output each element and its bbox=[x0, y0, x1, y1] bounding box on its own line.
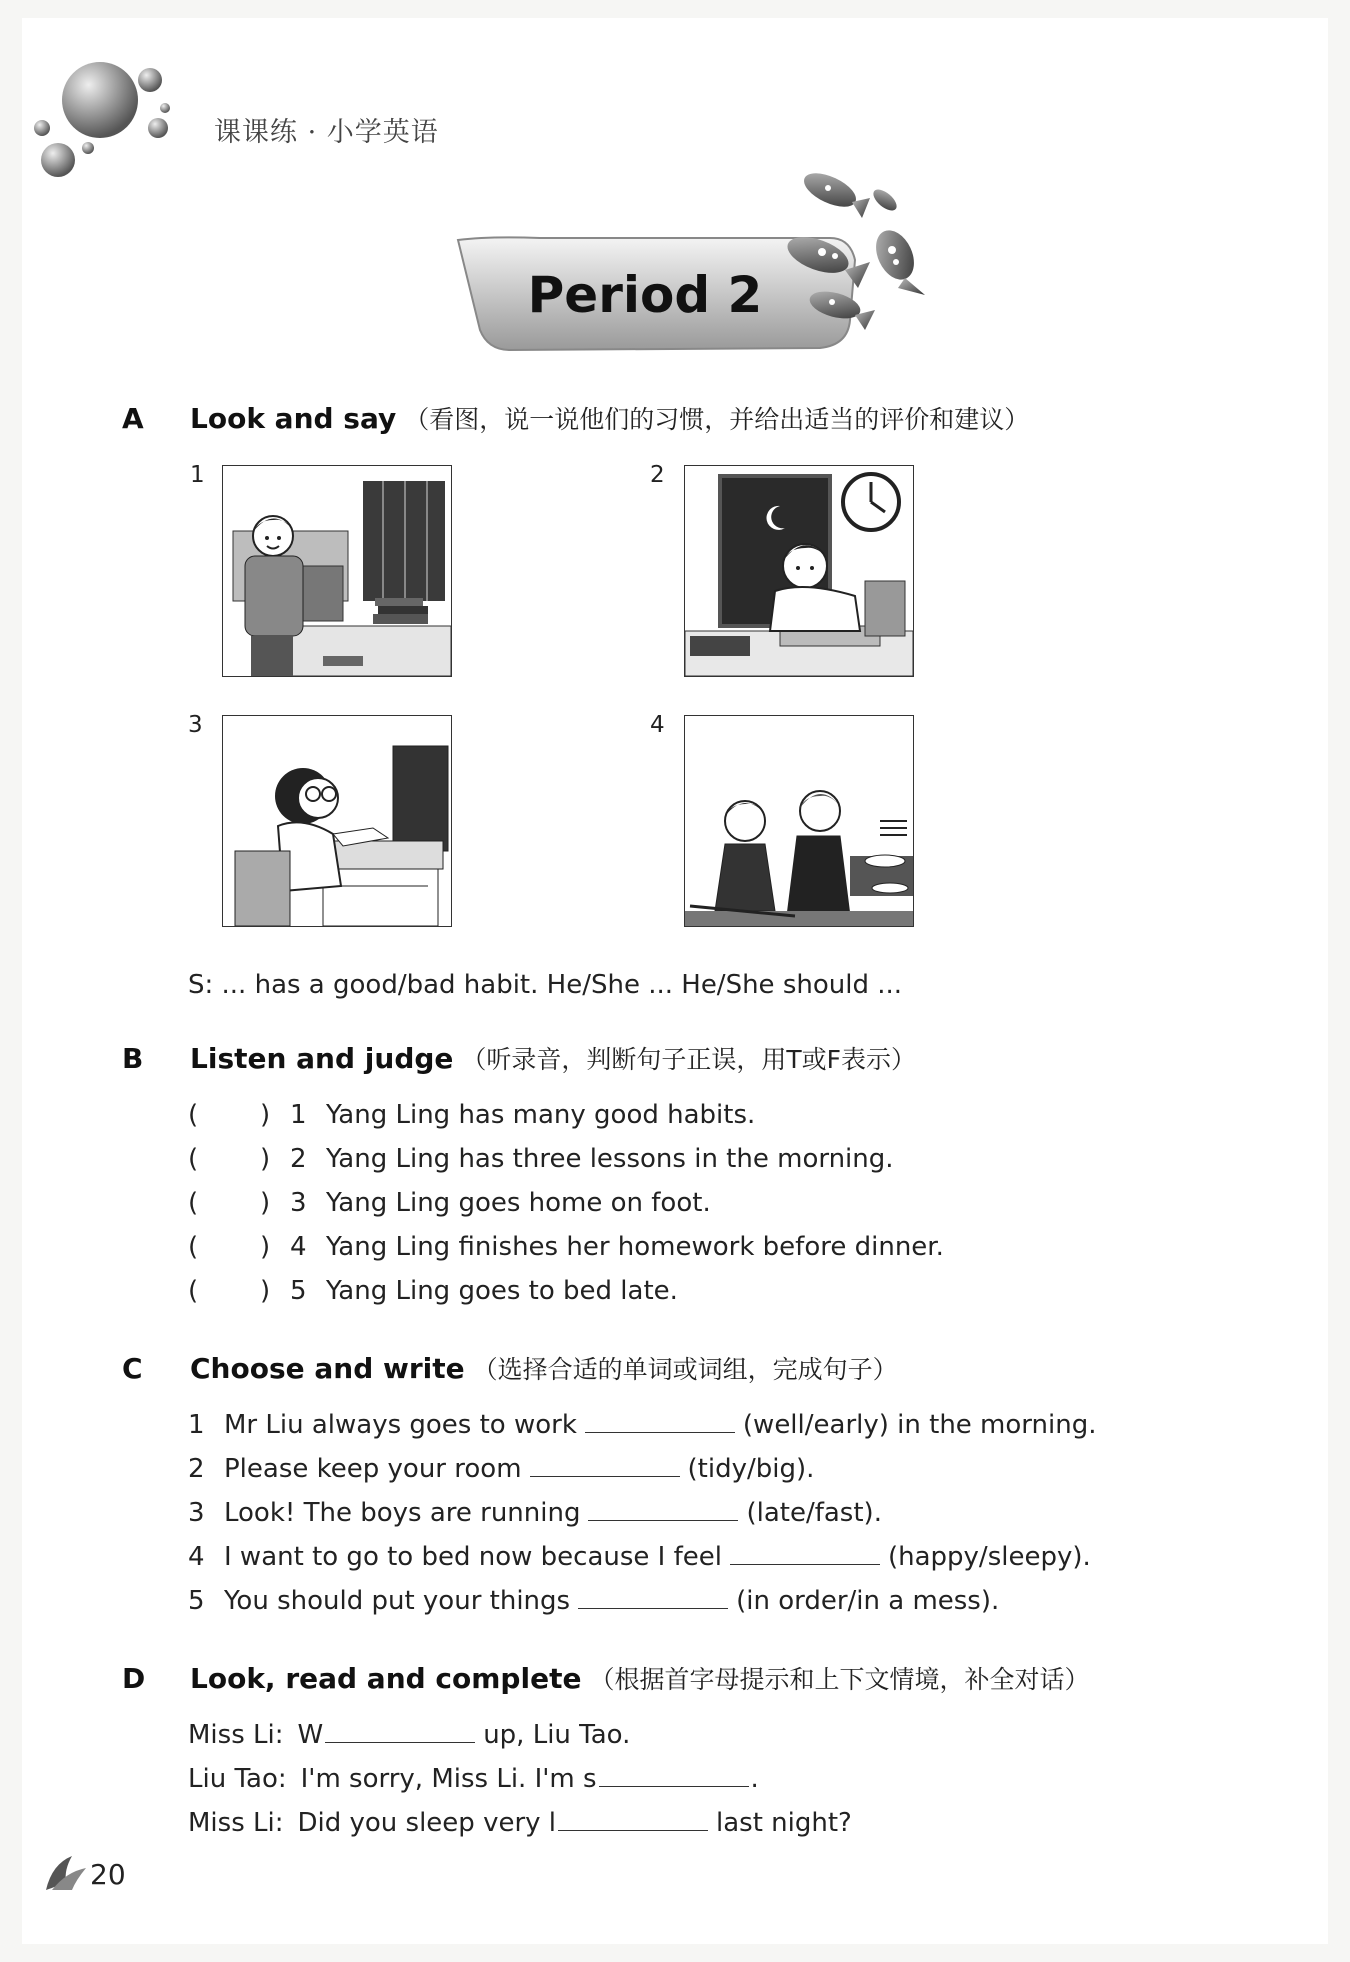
item-text: Yang Ling goes home on foot. bbox=[326, 1188, 711, 1218]
banner-ribbon-icon bbox=[450, 170, 950, 360]
girl-reading-at-desk-picture bbox=[222, 715, 452, 927]
item-text-after: (late/fast). bbox=[746, 1498, 882, 1528]
answer-blank[interactable] bbox=[588, 1519, 738, 1521]
choose-item bbox=[188, 1454, 814, 1484]
answer-paren-open[interactable]: ( bbox=[188, 1188, 199, 1218]
period-title: Period 2 bbox=[527, 266, 763, 324]
item-number: 5 bbox=[188, 1586, 205, 1616]
boy-tidy-desk-picture bbox=[222, 465, 452, 677]
item-text-before: Mr Liu always goes to work bbox=[224, 1410, 577, 1440]
item-text-after: (in order/in a mess). bbox=[736, 1586, 1000, 1616]
judge-item bbox=[188, 1100, 755, 1130]
picture-number: 4 bbox=[650, 712, 665, 738]
answer-blank[interactable] bbox=[578, 1607, 728, 1609]
answer-paren-close: ) bbox=[260, 1188, 271, 1218]
choose-item bbox=[188, 1586, 999, 1616]
answer-paren-open[interactable]: ( bbox=[188, 1144, 199, 1174]
answer-blank[interactable] bbox=[730, 1563, 880, 1565]
item-text-before: Please keep your room bbox=[224, 1454, 522, 1484]
answer-blank[interactable] bbox=[558, 1829, 708, 1831]
line-text-after: up, Liu Tao. bbox=[483, 1720, 631, 1750]
answer-paren-close: ) bbox=[260, 1144, 271, 1174]
answer-blank[interactable] bbox=[599, 1785, 749, 1787]
judge-item bbox=[188, 1188, 711, 1218]
section-d-heading bbox=[122, 1660, 1089, 1696]
choose-item bbox=[188, 1498, 882, 1528]
answer-paren-open[interactable]: ( bbox=[188, 1276, 199, 1306]
picture-number: 2 bbox=[650, 462, 665, 488]
item-number: 4 bbox=[290, 1232, 307, 1262]
item-number: 3 bbox=[290, 1188, 307, 1218]
item-text-after: (tidy/big). bbox=[687, 1454, 815, 1484]
item-text: Yang Ling goes to bed late. bbox=[326, 1276, 678, 1306]
picture-number: 3 bbox=[188, 712, 203, 738]
page-number: 20 bbox=[90, 1858, 126, 1891]
speaker: Miss Li: bbox=[188, 1808, 284, 1838]
section-letter: B bbox=[122, 1042, 144, 1075]
item-number: 4 bbox=[188, 1542, 205, 1572]
item-number: 1 bbox=[188, 1410, 205, 1440]
answer-blank[interactable] bbox=[530, 1475, 680, 1477]
section-letter: D bbox=[122, 1662, 146, 1695]
line-text-before: W bbox=[297, 1720, 324, 1750]
item-text-after: (well/early) in the morning. bbox=[742, 1410, 1097, 1440]
section-title: Listen and judge bbox=[190, 1042, 454, 1075]
bubbles-decoration-icon bbox=[30, 50, 180, 190]
judge-item bbox=[188, 1232, 944, 1262]
item-text-before: You should put your things bbox=[224, 1586, 571, 1616]
answer-paren-close: ) bbox=[260, 1276, 271, 1306]
dialogue-line bbox=[188, 1720, 630, 1750]
dialogue-line bbox=[188, 1764, 759, 1794]
section-letter: C bbox=[122, 1352, 143, 1385]
speaker: Miss Li: bbox=[188, 1720, 284, 1750]
answer-blank[interactable] bbox=[325, 1741, 475, 1743]
boy-homework-at-night-picture bbox=[684, 465, 914, 677]
line-text-after: . bbox=[750, 1764, 759, 1794]
item-text-before: I want to go to bed now because I feel bbox=[224, 1542, 722, 1572]
section-title: Look and say bbox=[190, 402, 397, 435]
answer-paren-open[interactable]: ( bbox=[188, 1100, 199, 1130]
section-letter: A bbox=[122, 402, 144, 435]
dialogue-line bbox=[188, 1808, 852, 1838]
choose-item bbox=[188, 1542, 1091, 1572]
item-number: 2 bbox=[188, 1454, 205, 1484]
item-text-after: (happy/sleepy). bbox=[887, 1542, 1091, 1572]
item-number: 5 bbox=[290, 1276, 307, 1306]
item-number: 3 bbox=[188, 1498, 205, 1528]
judge-item bbox=[188, 1276, 678, 1306]
item-text: Yang Ling has three lessons in the morning. bbox=[326, 1144, 894, 1174]
section-instructions: （听录音，判断句子正误，用T或F表示） bbox=[461, 1045, 917, 1074]
item-text: Yang Ling has many good habits. bbox=[326, 1100, 756, 1130]
answer-paren-close: ) bbox=[260, 1232, 271, 1262]
line-text-after: last night? bbox=[716, 1808, 852, 1838]
period-banner bbox=[450, 170, 950, 360]
choose-item bbox=[188, 1410, 1096, 1440]
book-title: 课课练 · 小学英语 bbox=[214, 117, 439, 148]
section-instructions: （看图，说一说他们的习惯，并给出适当的评价和建议） bbox=[404, 405, 1030, 434]
item-text: Yang Ling finishes her homework before dinner. bbox=[326, 1232, 944, 1262]
answer-paren-open[interactable]: ( bbox=[188, 1232, 199, 1262]
section-a-heading bbox=[122, 400, 1029, 436]
line-text-before: I'm sorry, Miss Li. I'm s bbox=[300, 1764, 597, 1794]
item-number: 1 bbox=[290, 1100, 307, 1130]
section-instructions: （选择合适的单词或词组，完成句子） bbox=[472, 1355, 898, 1384]
section-title: Look, read and complete bbox=[190, 1662, 582, 1695]
section-b-heading bbox=[122, 1040, 916, 1076]
children-washing-dishes-picture bbox=[684, 715, 914, 927]
line-text-before: Did you sleep very l bbox=[297, 1808, 557, 1838]
answer-paren-close: ) bbox=[260, 1100, 271, 1130]
section-instructions: （根据首字母提示和上下文情境，补全对话） bbox=[589, 1665, 1090, 1694]
speaker: Liu Tao: bbox=[188, 1764, 287, 1794]
item-number: 2 bbox=[290, 1144, 307, 1174]
sentence-model: S: ... has a good/bad habit. He/She ... He/She should ... bbox=[188, 970, 903, 1000]
judge-item bbox=[188, 1144, 894, 1174]
answer-blank[interactable] bbox=[585, 1431, 735, 1433]
picture-number: 1 bbox=[190, 462, 205, 488]
section-title: Choose and write bbox=[190, 1352, 465, 1385]
item-text-before: Look! The boys are running bbox=[224, 1498, 581, 1528]
leaf-icon bbox=[42, 1852, 90, 1894]
section-c-heading bbox=[122, 1350, 898, 1386]
